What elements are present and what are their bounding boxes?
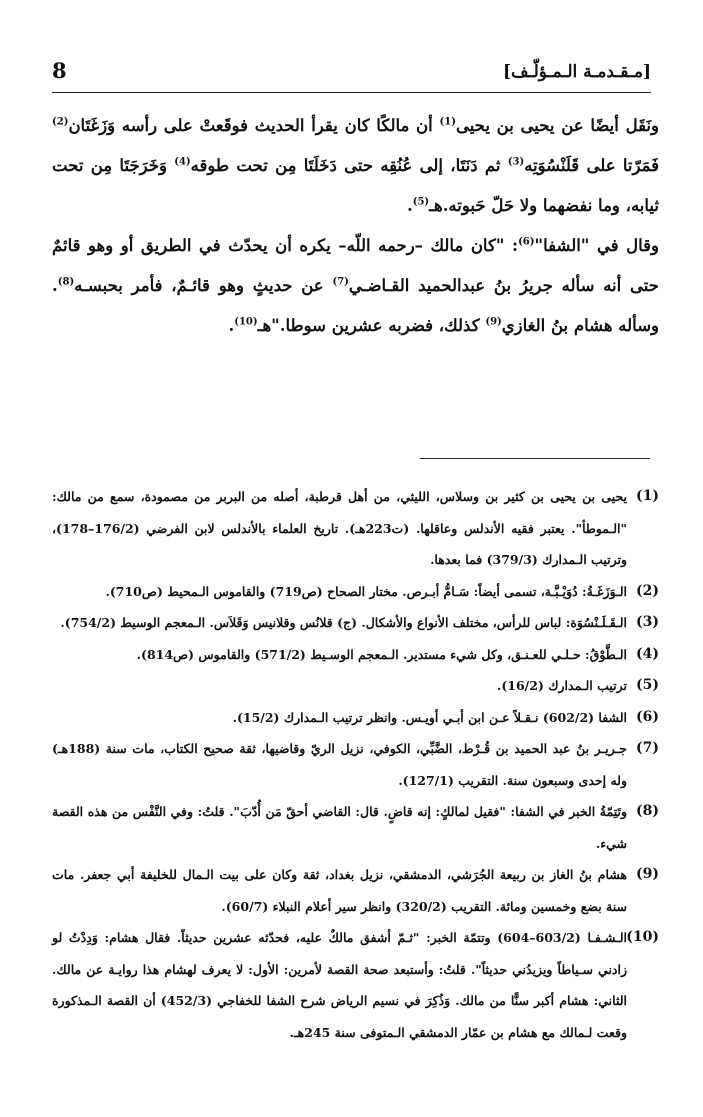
text-segment: : "كان مالك –رحمه اللّه– يكره أن يحدّث في الطريق أو وهو قائمٌ حتى أنه سأله جريرُ بنُ عبدالحميد القـاضـي: [52, 236, 659, 295]
footnote-number: (8): [636, 803, 659, 819]
footnote-text: الـشـفـا (603/2–604) وتتمّة الخبر: "ثـمّ أشفق مالكٌ عليه، فحدّثه عشرين حديثاً. فقال هشام: وَدِدْتُ لو زادني سـياطاً ويزيدُني حديثاً". قلتُ: وأستبعد صحة القصة لأمرين: الأول: لا يعرف لهشام هذا روايـة عن مالك. الثاني: هشام أكبر سنًّا من مالك. وَذُكِرَ في نسيم الرياض شرح الشفا للخفاجي (452/3) أن القصة الـمذكورة وقعت لـمالك مع هشام بن عمّار الدمشقي الـمتوفى سنة 245هـ.: [52, 930, 627, 1040]
page-header: [52, 58, 651, 88]
footnote-number: (7): [636, 740, 659, 756]
body-paragraph: [52, 106, 659, 226]
footnote-ref: (7): [332, 276, 349, 288]
page-number: 8: [52, 58, 67, 83]
footnote-number: (10): [626, 929, 659, 945]
footnote-number: (6): [636, 708, 659, 725]
text-segment: كذلك، فضربه عشرين سوطا."هـ: [257, 316, 486, 335]
footnote-separator: [420, 458, 650, 459]
footnote-item: [52, 670, 659, 702]
footnote-item: [52, 922, 659, 1048]
footnote-ref: (9): [485, 316, 502, 328]
text-segment: .: [228, 316, 235, 335]
footnote-ref: (1): [439, 116, 456, 128]
footnote-number: (2): [636, 582, 659, 599]
main-text: [52, 106, 659, 346]
footnote-text: ترتيب الـمدارك (16/2).: [496, 678, 627, 693]
footnote-item: [52, 607, 659, 639]
footnote-text: جـريـر بنُ عبد الحميد بن قُـرْط، الضَّبِّي، الكوفي، نزيل الريّ وقاضيها، ثقة صحيح الكتاب، مات سنة (188هـ) وله إحدى وسبعون سنة. التقريب (127/1).: [52, 741, 627, 788]
footnote-ref: (2): [52, 116, 69, 128]
footnote-text: الـوَزَغَـةُ: دُوَيْـبَّـة، تسمى أيضاً: سَـامُّ أبـرص. مختار الصحاح (ص719) والقاموس الـمحيط (ص710).: [105, 583, 627, 599]
footnote-text: هشام بنُ الغاز بن ربيعة الجُرَشي، الدمشقي، نزيل بغداد، ثقة وكان على بيت الـمال للخليفة أبي جعفر. مات سنة بضع وخمسين ومائة. التقريب (320/2) وانظر سير أعلام النبلاء (60/7).: [52, 867, 627, 914]
footnote-item: [52, 859, 659, 922]
header-rule: [52, 92, 651, 93]
footnote-number: (1): [636, 488, 659, 504]
footnote-text: الشفا (602/2) نـقـلاً عـن ابن أبـي أويـس. وانظر ترتيب الـمدارك (15/2).: [232, 709, 627, 725]
text-segment: وقال في "الشفا": [534, 236, 659, 255]
footnote-text: الـقَـلَـنْسُوَة: لباس للرأس، مختلف الأنواع والأشكال. (ج) قلانُس وقلانيس وَقَلاَس. الـمعجم الوسيط (754/2).: [60, 615, 627, 630]
footnote-ref: (8): [57, 276, 75, 288]
footnote-number: (9): [636, 866, 659, 882]
footnote-number: (4): [636, 645, 659, 662]
footnote-number: (5): [636, 677, 659, 693]
footnote-number: (3): [636, 614, 659, 630]
body-paragraph: [52, 226, 659, 346]
text-segment: فَمَرّتا على قَلَنْسُوَتِه: [524, 156, 660, 175]
footnote-item: [52, 733, 659, 796]
footnote-item: [52, 796, 659, 859]
footnote-item: [52, 702, 659, 734]
footnote-ref: (3): [507, 156, 525, 168]
footnote-ref: (6): [518, 236, 535, 248]
text-segment: وَخَرَجَتَا مِن تحت ثيابه، وما نفضهما ولا حَلّ حَبوته.هـ: [52, 156, 659, 215]
footnote-ref: (4): [174, 156, 191, 168]
footnote-text: يحيى بن يحيى بن كثير بن وسلاس، الليثي، من أهل قرطبة، أصله من البربر من مصمودة، سمع من مالك: "الـموطأ". يعتبر فقيه الأندلس وعاقلها. (ت223هـ). تاريخ العلماء بالأندلس لابن الفرضي (176/2–178)، وترتيب الـمدارك (379/3) فما بعدها.: [52, 489, 627, 567]
text-segment: . وسأله هشام بنُ الغازي: [52, 276, 659, 335]
footnote-text: وتَتِمّةُ الخبر في الشفا: "فقيل لمالكٍ: إنه قاضٍ. قال: القاضي أحقّ مَن أُدّبَ". قلتُ: وفي النَّفْس من هذه القصة شيء.: [52, 804, 627, 851]
text-segment: ثم دَنَتَا، إلى عُنُقِه حتى دَخَلَتَا مِن تحت طوقه: [190, 156, 508, 175]
text-segment: ونَقَل أيضًا عن يحيى بن يحيى: [455, 116, 659, 135]
text-segment: أن مالكًا كان يقرأ الحديث فوقَعتْ على رأسه وَزَغَتَان: [68, 116, 440, 135]
footnote-ref: (10): [234, 316, 258, 328]
footnote-item: [52, 481, 659, 576]
footnote-item: [52, 576, 659, 608]
footnote-item: [52, 639, 659, 671]
footnote-ref: (5): [412, 196, 430, 208]
text-segment: عن حديثٍ وهو قائـمٌ، فأمر بحبسـه: [74, 276, 333, 295]
footnotes: [52, 481, 659, 1048]
running-head: [مـقـدمـة الـمـؤلّـف]: [502, 62, 651, 82]
text-segment: .: [406, 196, 413, 215]
footnote-text: الـطَّوْقُ: حـلـي للعـنـق، وكل شيء مستدير. الـمعجم الوسـيط (571/2) والقاموس (ص814).: [136, 646, 627, 662]
